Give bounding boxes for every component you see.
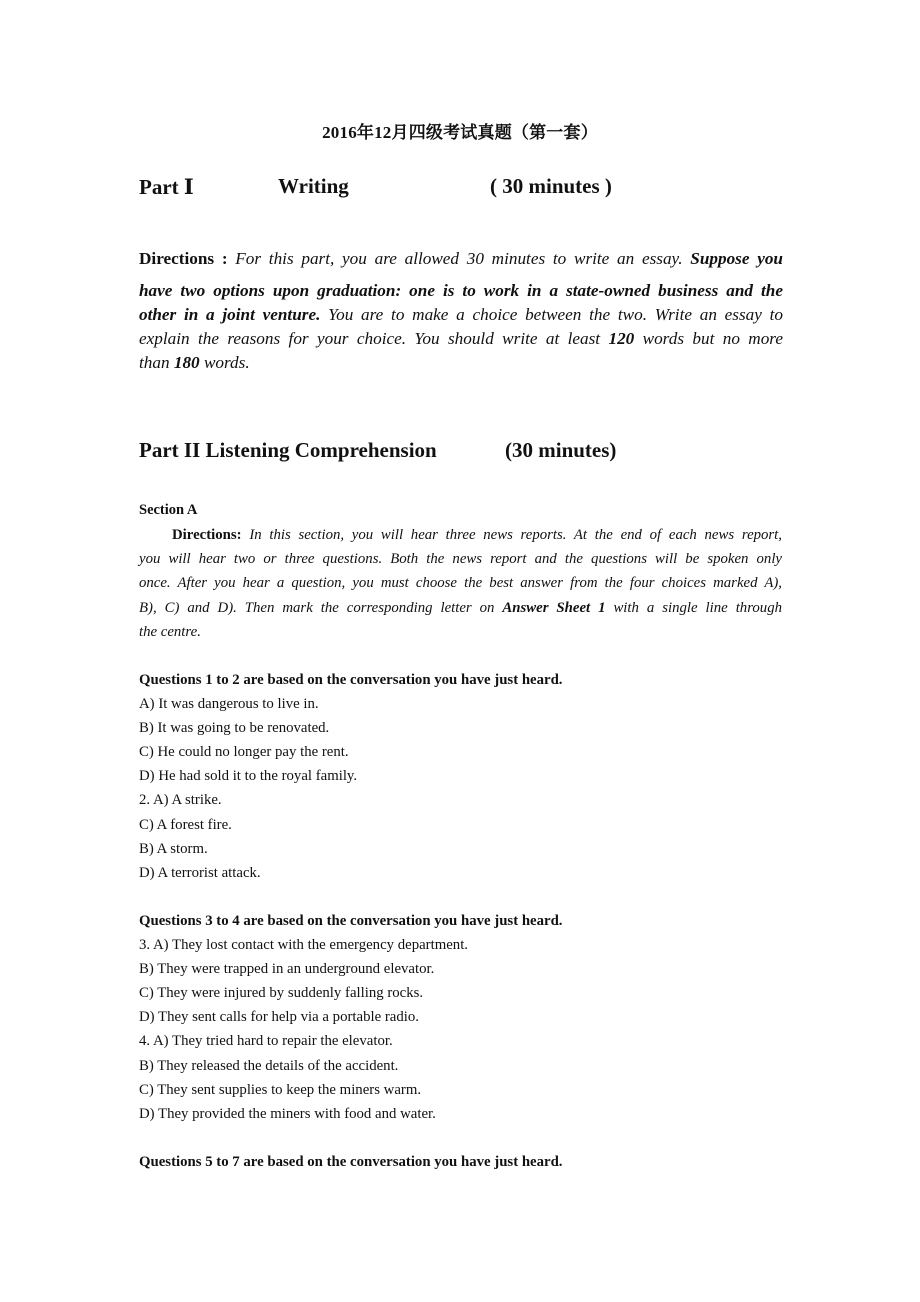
directions-line bbox=[139, 571, 782, 595]
part1-header bbox=[139, 174, 799, 204]
directions-text: B), C) and D). Then mark the corresponding letter on bbox=[139, 599, 503, 616]
part1-time: ( 30 minutes ) bbox=[490, 174, 612, 198]
directions-text: explain the reasons for your choice. You should write at least bbox=[139, 329, 609, 348]
answer-option: C) He could no longer pay the rent. bbox=[139, 744, 349, 761]
part2-time: (30 minutes) bbox=[505, 438, 617, 462]
part2-header bbox=[139, 438, 799, 468]
directions-text: than bbox=[139, 353, 174, 372]
part2-title: Part II Listening Comprehension bbox=[139, 438, 437, 462]
directions-line bbox=[139, 327, 783, 351]
answer-option: D) They sent calls for help via a portable radio. bbox=[139, 1009, 419, 1026]
directions-emphasis: other in a joint venture. bbox=[139, 305, 321, 324]
directions-label: Directions : bbox=[139, 249, 228, 268]
answer-option: B) It was going to be renovated. bbox=[139, 720, 330, 737]
max-word-count: 180 bbox=[173, 353, 200, 372]
directions-line bbox=[139, 547, 782, 571]
question-group-heading: Questions 5 to 7 are based on the conversation you have just heard. bbox=[139, 1154, 563, 1170]
answer-option: B) They released the details of the accident. bbox=[139, 1057, 399, 1074]
answer-option: C) They sent supplies to keep the miners warm. bbox=[139, 1081, 422, 1098]
directions-text: with a single line through bbox=[605, 599, 783, 616]
answer-option: B) A storm. bbox=[139, 840, 208, 857]
answer-sheet-ref: Answer Sheet 1 bbox=[502, 599, 606, 616]
section-a-directions bbox=[139, 523, 782, 644]
directions-line bbox=[139, 620, 782, 644]
answer-option: D) A terrorist attack. bbox=[139, 864, 261, 881]
answer-option: 3. A) They lost contact with the emergency department. bbox=[139, 937, 468, 954]
answer-option: 4. A) They tried hard to repair the elevator. bbox=[139, 1033, 393, 1050]
part1-directions bbox=[139, 244, 783, 375]
directions-text: For this part, you are allowed 30 minutes to write an essay. bbox=[227, 249, 691, 268]
document-title: 2016年12月四级考试真题（第一套） bbox=[322, 123, 598, 142]
answer-option: C) A forest fire. bbox=[139, 816, 232, 833]
answer-option: B) They were trapped in an underground elevator. bbox=[139, 961, 435, 978]
min-word-count: 120 bbox=[608, 329, 635, 348]
directions-text: words but no more bbox=[634, 329, 783, 348]
directions-line bbox=[139, 523, 782, 547]
section-a-heading: Section A bbox=[139, 502, 198, 518]
question-group-2 bbox=[139, 909, 799, 1126]
directions-label: Directions: bbox=[172, 527, 242, 543]
directions-text: you will hear two or three questions. Both the news report and the questions will be spoken only bbox=[139, 551, 782, 568]
directions-text: the centre. bbox=[139, 623, 201, 640]
answer-option: C) They were injured by suddenly falling rocks. bbox=[139, 985, 424, 1002]
directions-text: words. bbox=[199, 353, 250, 372]
directions-line bbox=[139, 303, 783, 327]
question-group-3 bbox=[139, 1150, 799, 1174]
directions-line bbox=[139, 279, 783, 303]
part1-label: Part Ⅰ bbox=[139, 175, 194, 199]
part1-name: Writing bbox=[278, 174, 349, 198]
answer-option: D) He had sold it to the royal family. bbox=[139, 768, 358, 785]
directions-line bbox=[139, 351, 783, 375]
directions-emphasis: Suppose you bbox=[690, 249, 783, 268]
directions-text: once. After you hear a question, you must choose the best answer from the four choices marked A), bbox=[139, 575, 782, 592]
answer-option: D) They provided the miners with food and water. bbox=[139, 1105, 436, 1122]
directions-line bbox=[139, 596, 782, 620]
answer-option: A) It was dangerous to live in. bbox=[139, 696, 319, 713]
directions-emphasis: have two options upon graduation: one is to work in a state-owned business and the bbox=[139, 281, 783, 300]
question-group-1 bbox=[139, 668, 799, 885]
directions-line bbox=[139, 244, 783, 279]
directions-text: In this section, you will hear three news reports. At the end of each news report, bbox=[241, 527, 782, 543]
question-group-heading: Questions 1 to 2 are based on the conversation you have just heard. bbox=[139, 672, 563, 688]
directions-text: You are to make a choice between the two. Write an essay to bbox=[320, 305, 783, 324]
answer-option: 2. A) A strike. bbox=[139, 792, 222, 809]
question-group-heading: Questions 3 to 4 are based on the conversation you have just heard. bbox=[139, 913, 563, 929]
